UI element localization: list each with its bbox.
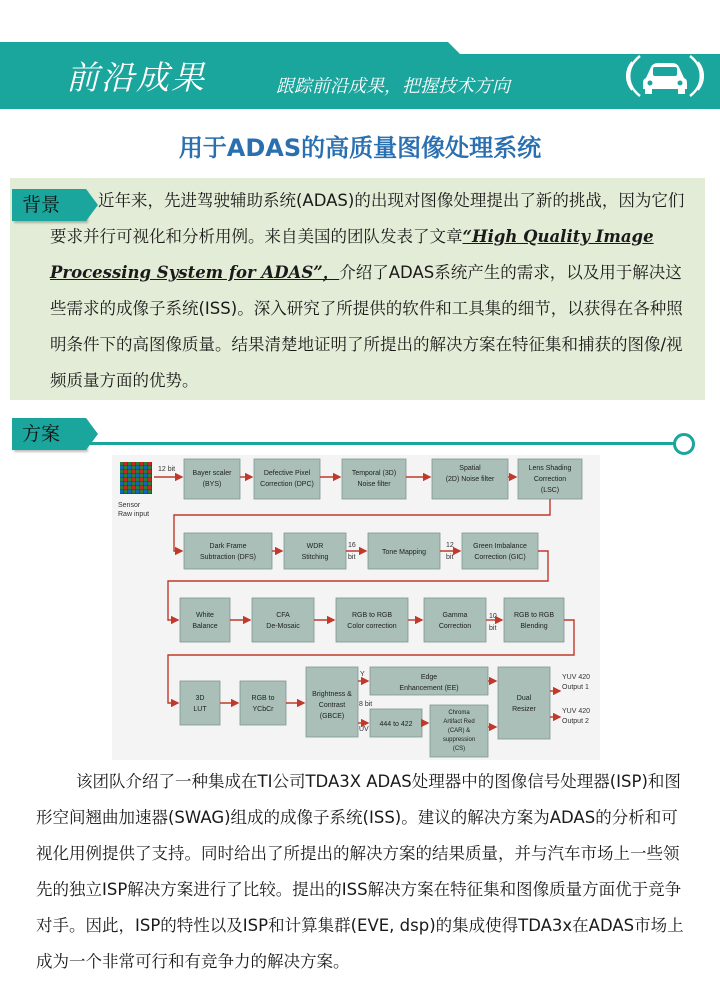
snf-label: Spatial bbox=[459, 465, 481, 472]
bayer-pixel bbox=[124, 462, 128, 466]
dpc-label: Defective Pixel bbox=[263, 470, 311, 477]
car-label-4: suppression bbox=[442, 737, 476, 743]
car-label-5: (CS) bbox=[452, 746, 466, 752]
background-tag: 背景 bbox=[12, 189, 86, 221]
sensor-label-2: Raw input bbox=[118, 511, 150, 518]
gbce-label-3: (GBCE) bbox=[319, 713, 345, 720]
bayer-pixel bbox=[144, 470, 148, 474]
bayer-pixel bbox=[148, 478, 152, 482]
ycbcr-label-2: YCbCr bbox=[252, 706, 274, 713]
bayer-pixel bbox=[124, 474, 128, 478]
wb-label: White bbox=[196, 612, 214, 619]
plan-divider-circle bbox=[673, 433, 695, 455]
banner-subtitle: 跟踪前沿成果，把握技术方向 bbox=[276, 76, 510, 97]
bayer-pixel bbox=[120, 474, 124, 478]
lut-label: 3D bbox=[195, 695, 205, 702]
blending-box bbox=[504, 598, 564, 642]
isp-pipeline-diagram bbox=[112, 455, 600, 760]
gamma-label-2: Correction bbox=[438, 623, 472, 630]
gamma-label: Gamma bbox=[442, 612, 468, 619]
bayer-pixel bbox=[124, 486, 128, 490]
blend-label-2: Blending bbox=[520, 623, 548, 630]
bayer-pixel bbox=[144, 474, 148, 478]
bys-label: Bayer scaler bbox=[192, 470, 232, 477]
bayer-pixel bbox=[128, 466, 132, 470]
banner-cut-slope bbox=[448, 42, 460, 54]
background-paragraph bbox=[50, 183, 690, 399]
bayer-pixel bbox=[128, 470, 132, 474]
sensor-bayer-icon bbox=[120, 462, 152, 494]
wb-label-2: Balance bbox=[192, 623, 218, 630]
bayer-pixel bbox=[136, 482, 140, 486]
tone-label: Tone Mapping bbox=[382, 549, 426, 556]
cfa-box bbox=[252, 598, 314, 642]
resizer-label-2: Resizer bbox=[512, 706, 536, 713]
bayer-pixel bbox=[148, 462, 152, 466]
wdr-label-2: Stitching bbox=[301, 554, 329, 561]
bayer-pixel bbox=[148, 466, 152, 470]
bayer-pixel bbox=[140, 490, 144, 494]
dfs-label: Dark Frame bbox=[209, 543, 247, 550]
cfa-label: CFA bbox=[276, 612, 290, 619]
bayer-pixel bbox=[128, 486, 132, 490]
gbce-label: Brightness & bbox=[312, 691, 352, 698]
edge-label: Edge bbox=[420, 674, 438, 681]
banner-title: 前沿成果 bbox=[66, 58, 206, 97]
out1-label-2: Output 1 bbox=[562, 684, 589, 691]
bayer-pixel bbox=[132, 490, 136, 494]
bayer-pixel bbox=[136, 486, 140, 490]
bayer-pixel bbox=[128, 490, 132, 494]
bayer-pixel bbox=[140, 486, 144, 490]
bit10-label: 10 bbox=[489, 613, 497, 620]
bayer-pixel bbox=[148, 474, 152, 478]
car-label-2: Artifact Red bbox=[443, 719, 475, 725]
bit10-label-2: bit bbox=[489, 625, 497, 632]
tnf-label: Temporal (3D) bbox=[351, 470, 397, 477]
article-title: 用于ADAS的高质量图像处理系统 bbox=[178, 134, 542, 162]
ycbcr-label: RGB to bbox=[251, 695, 275, 702]
bayer-pixel bbox=[144, 486, 148, 490]
bayer-pixel bbox=[132, 482, 136, 486]
bayer-pixel bbox=[120, 462, 124, 466]
bayer-pixel bbox=[136, 462, 140, 466]
temporal-filter-box bbox=[342, 459, 406, 499]
bayer-pixel bbox=[140, 462, 144, 466]
resizer-box bbox=[498, 667, 550, 739]
wdr-box bbox=[284, 533, 346, 569]
bayer-pixel bbox=[136, 470, 140, 474]
background-text-2: 介绍了ADAS系统产生的需求，以及用于解决这些需求的成像子系统(ISS)。深入研究了所提供的软件和工具集的细节，以获得在各种照明条件下的高图像质量。结果清楚地证明了所提出的解决方案在特征集和捕获的图像/视频质量方面的优势。 bbox=[50, 263, 683, 390]
bayer-pixel bbox=[124, 470, 128, 474]
bayer-pixel bbox=[132, 462, 136, 466]
bys-label-2: (BYS) bbox=[202, 481, 222, 488]
lut-box bbox=[180, 681, 220, 725]
bayer-pixel bbox=[148, 482, 152, 486]
bayer-pixel bbox=[144, 462, 148, 466]
ccm-box bbox=[336, 598, 408, 642]
bayer-pixel bbox=[132, 474, 136, 478]
bayer-pixel bbox=[148, 486, 152, 490]
uv-label: UV bbox=[359, 726, 369, 733]
bayer-pixel bbox=[120, 466, 124, 470]
paper-title-link[interactable]: “High Quality Image Processing System for ADAS”， bbox=[50, 227, 654, 282]
out1-label: YUV 420 bbox=[562, 674, 591, 681]
bayer-pixel bbox=[140, 470, 144, 474]
bit16-label: 16 bbox=[348, 542, 356, 549]
resizer-label: Dual bbox=[516, 695, 532, 702]
sensor-label: Sensor bbox=[118, 502, 141, 509]
bayer-pixel bbox=[136, 466, 140, 470]
y-label: Y bbox=[360, 671, 365, 678]
gic-label: Green Imbalance bbox=[473, 543, 527, 550]
plan-divider-line bbox=[90, 442, 676, 445]
car-label-3: (CAR) & bbox=[447, 728, 471, 734]
bayer-pixel bbox=[132, 466, 136, 470]
bayer-pixel bbox=[124, 482, 128, 486]
bayer-pixel bbox=[120, 482, 124, 486]
bayer-pixel bbox=[144, 466, 148, 470]
tnf-label-2: Noise filter bbox=[357, 481, 391, 488]
c444-label: 444 to 422 bbox=[379, 721, 413, 728]
dpc-label-2: Correction (DPC) bbox=[260, 481, 314, 488]
out2-label: YUV 420 bbox=[562, 708, 591, 715]
bayer-pixel bbox=[120, 486, 124, 490]
bit12-label-2: bit bbox=[446, 554, 454, 561]
bayer-pixel bbox=[148, 490, 152, 494]
car-label: Chroma bbox=[448, 710, 470, 716]
bayer-pixel bbox=[136, 478, 140, 482]
plan-tag: 方案 bbox=[12, 418, 86, 450]
lsc-label: Lens Shading bbox=[528, 465, 572, 472]
gamma-box bbox=[424, 598, 486, 642]
wdr-label: WDR bbox=[306, 543, 324, 550]
bayer-pixel bbox=[120, 490, 124, 494]
background-text-1: 近年来，先进驾驶辅助系统(ADAS)的出现对图像处理提出了新的挑战，因为它们要求并行可视化和分析用例。来自美国的团队发表了文章 bbox=[50, 191, 685, 246]
gbce-label-2: Contrast bbox=[318, 702, 346, 709]
bayer-pixel bbox=[128, 482, 132, 486]
plan-paragraph bbox=[36, 764, 686, 980]
bayer-pixel bbox=[136, 490, 140, 494]
out2-label-2: Output 2 bbox=[562, 718, 589, 725]
bayer-pixel bbox=[140, 482, 144, 486]
ycbcr-box bbox=[240, 681, 286, 725]
bayer-pixel bbox=[140, 466, 144, 470]
cfa-label-2: De-Mosaic bbox=[266, 623, 300, 630]
gic-label-2: Correction (GIC) bbox=[474, 554, 526, 561]
lsc-label-3: (LSC) bbox=[540, 487, 560, 494]
dfs-label-2: Subtraction (DFS) bbox=[199, 554, 257, 561]
car-badge-icon bbox=[620, 48, 710, 104]
bayer-pixel bbox=[128, 478, 132, 482]
gic-box bbox=[462, 533, 538, 569]
bayer-pixel bbox=[136, 474, 140, 478]
bit-label: 12 bit bbox=[158, 466, 176, 473]
bit12-label: 12 bbox=[446, 542, 454, 549]
bayer-pixel bbox=[124, 478, 128, 482]
snf-label-2: (2D) Noise filter bbox=[445, 476, 495, 483]
ccm-label: RGB to RGB bbox=[351, 612, 393, 619]
bayer-pixel bbox=[144, 482, 148, 486]
bayer-scaler-box bbox=[184, 459, 240, 499]
edge-label-2: Enhancement (EE) bbox=[399, 685, 459, 692]
bayer-pixel bbox=[124, 466, 128, 470]
bayer-pixel bbox=[128, 474, 132, 478]
bayer-pixel bbox=[128, 462, 132, 466]
bayer-pixel bbox=[124, 490, 128, 494]
bit16-label-2: bit bbox=[348, 554, 356, 561]
ccm-label-2: Color correction bbox=[347, 623, 397, 630]
bayer-pixel bbox=[132, 486, 136, 490]
bit8-label: 8 bit bbox=[359, 701, 373, 708]
bayer-pixel bbox=[132, 470, 136, 474]
blend-label: RGB to RGB bbox=[513, 612, 555, 619]
bayer-pixel bbox=[144, 478, 148, 482]
lsc-label-2: Correction bbox=[533, 476, 567, 483]
bayer-pixel bbox=[132, 478, 136, 482]
lut-label-2: LUT bbox=[193, 706, 207, 713]
dpc-box bbox=[254, 459, 320, 499]
bayer-pixel bbox=[120, 470, 124, 474]
bayer-pixel bbox=[120, 478, 124, 482]
bayer-pixel bbox=[140, 474, 144, 478]
dfs-box bbox=[184, 533, 272, 569]
bayer-pixel bbox=[148, 470, 152, 474]
bayer-pixel bbox=[140, 478, 144, 482]
plan-text: 该团队介绍了一种集成在TI公司TDA3X ADAS处理器中的图像信号处理器(ISP)和图形空间翘曲加速器(SWAG)组成的成像子系统(ISS)。建议的解决方案为ADAS的分析和可视化用例提供了支持。同时给出了所提出的解决方案的结果质量，并与汽车市场上一些领先的独立ISP解决方案进行了比较。提出的ISS解决方案在特征集和图像质量方面优于竞争对手。因此，ISP的特性以及ISP和计算集群(EVE, dsp)的集成使得TDA3x在ADAS市场上成为一个非常可行和有竞争力的解决方案。 bbox=[36, 772, 684, 971]
white-balance-box bbox=[180, 598, 230, 642]
bayer-pixel bbox=[144, 490, 148, 494]
